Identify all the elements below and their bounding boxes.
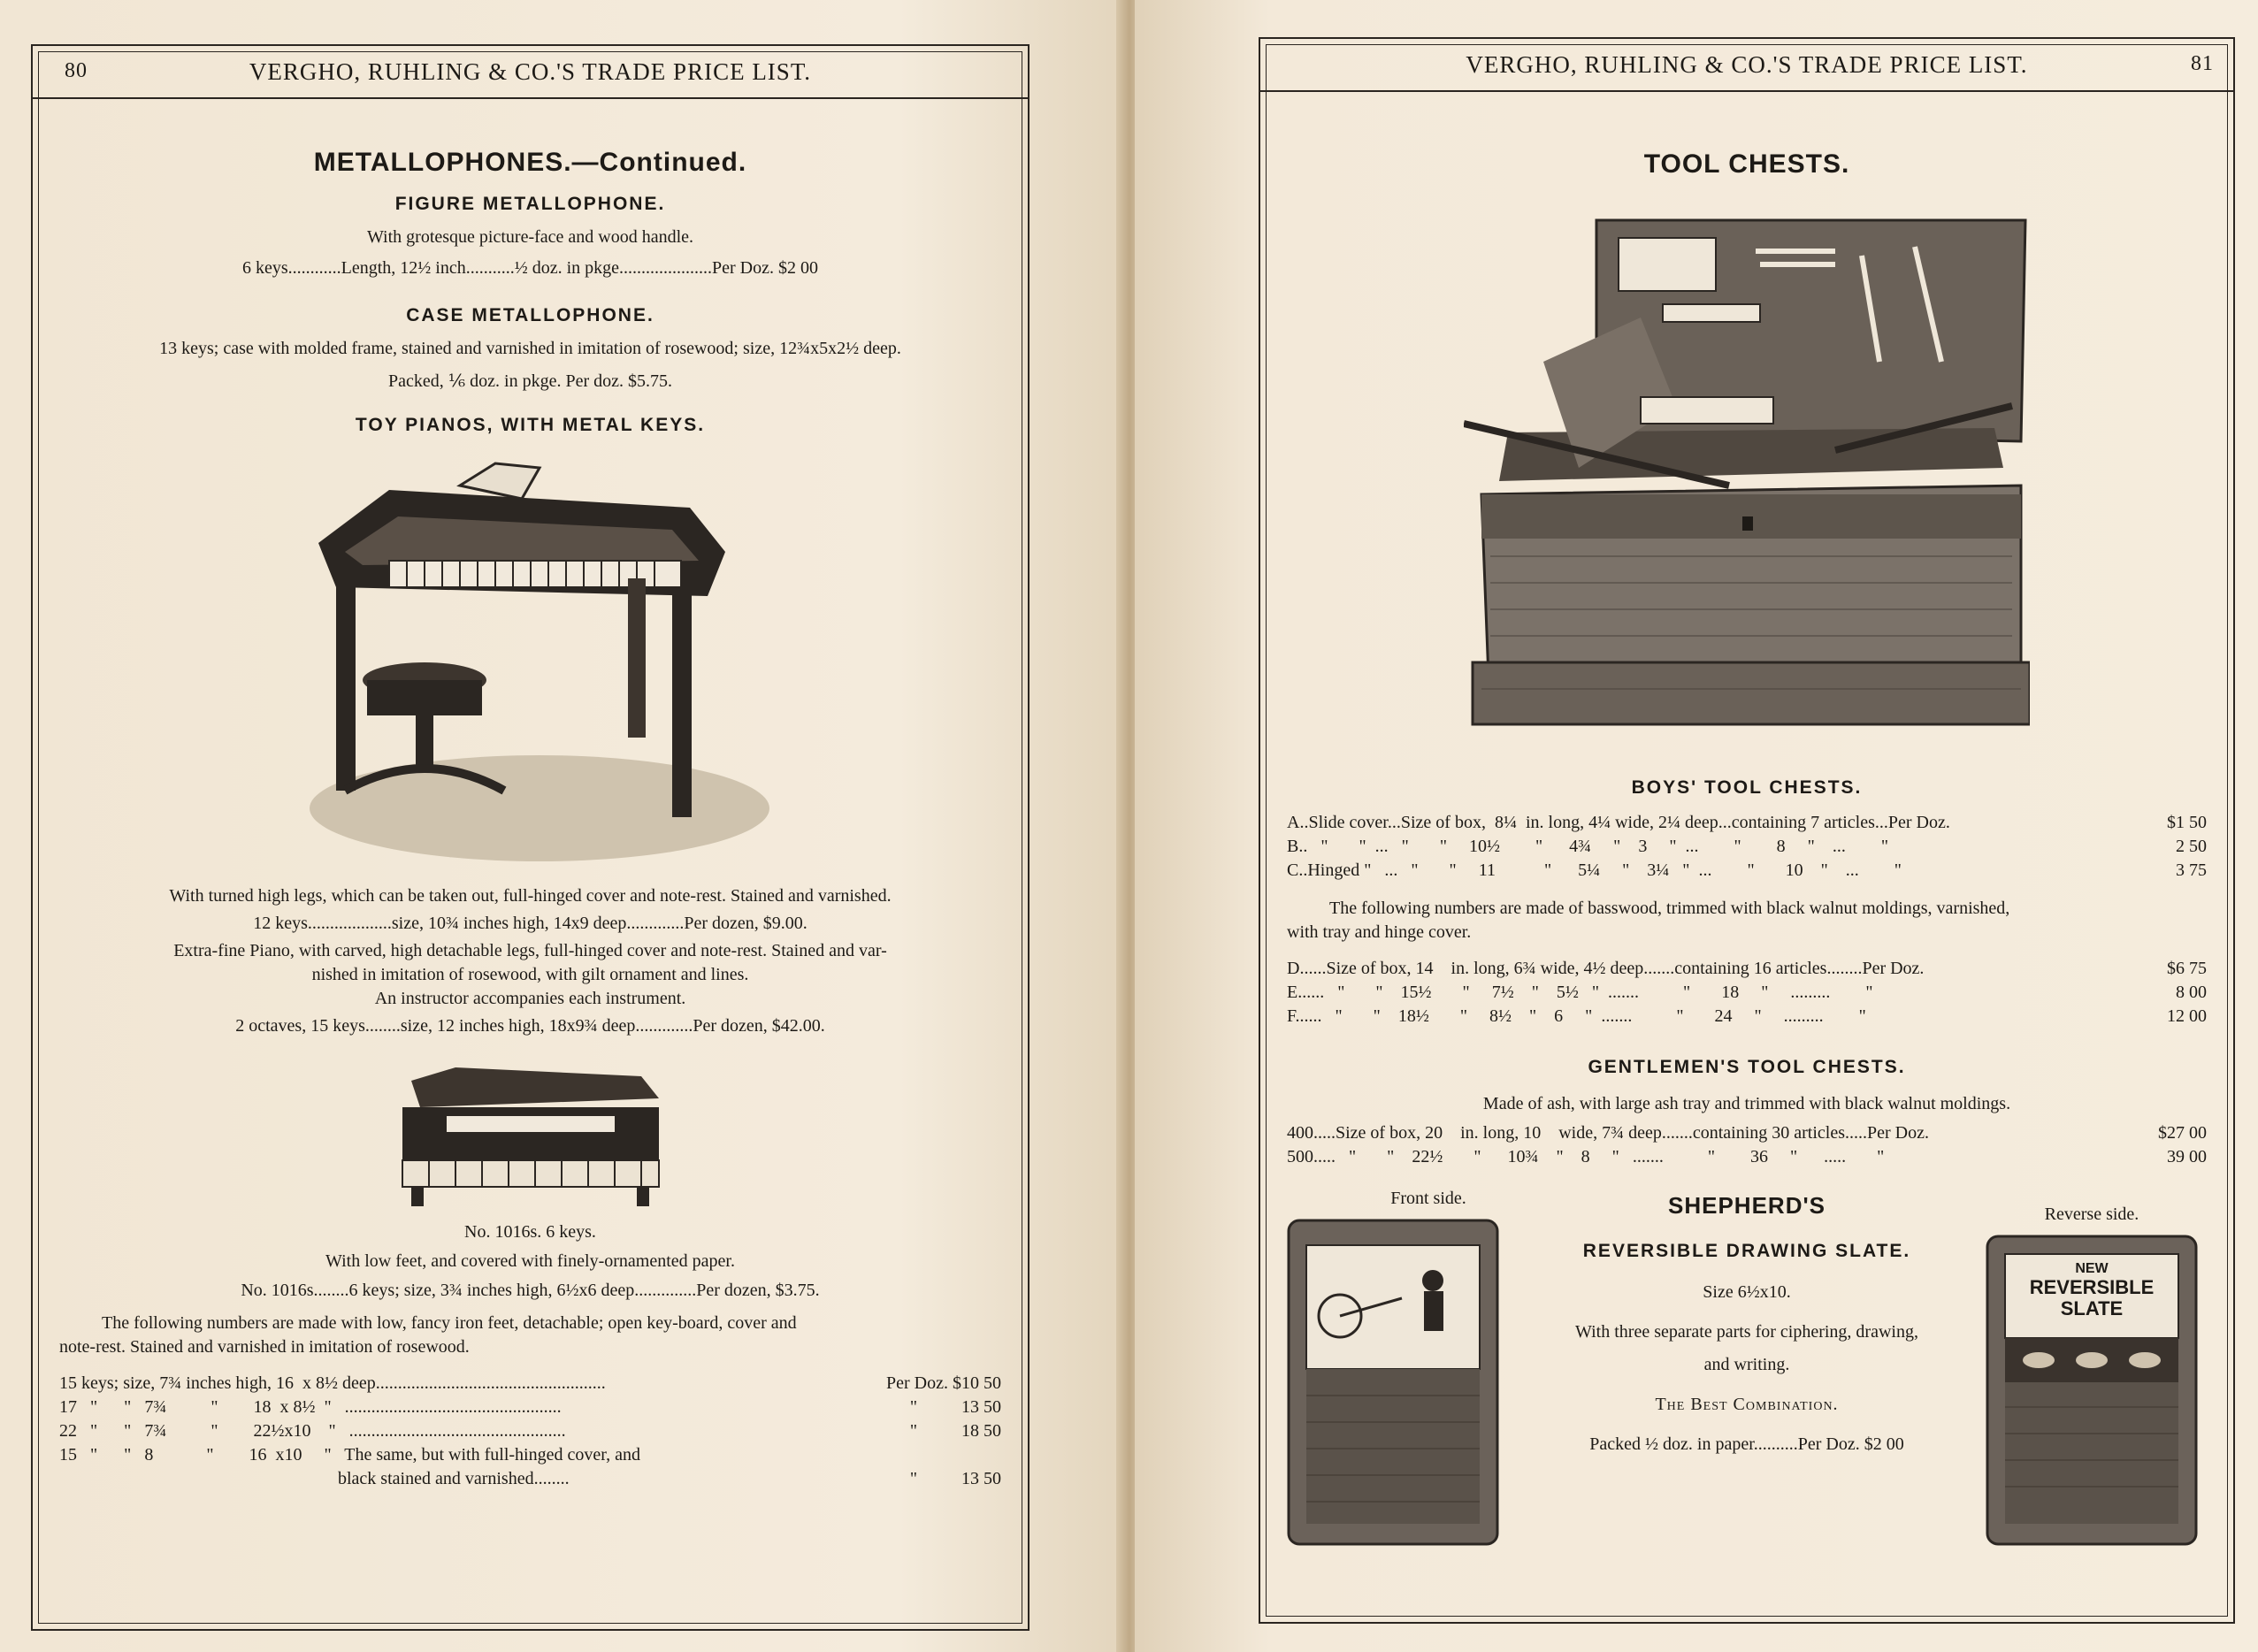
slate-price: Packed ½ doz. in paper..........Per Doz. $2 00 <box>1589 1434 1904 1454</box>
right-content <box>1287 147 2207 1604</box>
slate-section <box>1287 1187 2207 1558</box>
left-content <box>59 145 1001 1611</box>
toy-piano-price-1: 12 keys...................size, 10¾ inches high, 14x9 deep.............Per dozen, $9.00. <box>253 913 808 933</box>
front-slate-illustration <box>1287 1219 1499 1546</box>
table-row: F...... " " 18½ " 8½ " 6 " ....... " 24 " ......... " 12 00 <box>1287 1006 2207 1026</box>
figure-metallophone-desc: With grotesque picture-face and wood handle. <box>366 226 694 247</box>
tool-chests-title: TOOL CHESTS. <box>1643 149 1850 179</box>
reverse-slate-illustration <box>1986 1235 2198 1546</box>
slate-description <box>1526 1190 1968 1456</box>
iron-feet-desc-a: The following numbers are made with low, fancy iron feet, detachable; open key-board, cover and <box>102 1312 797 1333</box>
figure-metallophone-title: FIGURE METALLOPHONE. <box>394 193 666 214</box>
left-header-title: VERGHO, RUHLING & CO.'S TRADE PRICE LIST. <box>249 58 812 85</box>
right-page-number: 81 <box>2191 52 2214 75</box>
iron-feet-desc-b: note-rest. Stained and varnished in imitation of rosewood. <box>59 1336 470 1357</box>
small-piano-illustration <box>385 1063 677 1213</box>
left-page-frame <box>31 44 1029 1631</box>
boys-tool-chests-table <box>1287 811 2207 883</box>
toy-piano-desc-2c: An instructor accompanies each instrument. <box>374 988 686 1008</box>
slate-desc-2: and writing. <box>1703 1354 1790 1374</box>
basswood-desc: The following numbers are made of basswood, trimmed with black walnut moldings, varnished, <box>1329 898 2010 918</box>
left-page <box>0 0 1123 1652</box>
case-metallophone-packed: Packed, ⅙ doz. in pkge. Per doz. $5.75. <box>388 371 672 392</box>
right-header-title: VERGHO, RUHLING & CO.'S TRADE PRICE LIST. <box>1466 51 2028 78</box>
slate-desc: With three separate parts for ciphering, drawing, <box>1575 1321 1918 1342</box>
figure-metallophone-price: 6 keys............Length, 12½ inch...........½ doz. in pkge.....................Per Doz. $2 00 <box>241 257 819 278</box>
basswood-desc-2: with tray and hinge cover. <box>1287 922 1472 942</box>
gentlemens-table <box>1287 1121 2207 1169</box>
toy-piano-price-2: 2 octaves, 15 keys........size, 12 inches high, 18x9¾ deep.............Per dozen, $42.00. <box>235 1015 825 1036</box>
small-piano-price: No. 1016s........6 keys; size, 3¾ inches high, 6½x6 deep..............Per dozen, $3.75. <box>241 1280 820 1300</box>
table-row: 22 " " 7¾ " 22½x10 " ................................................. " 18 50 <box>59 1420 1001 1441</box>
table-row: 15 keys; size, 7¾ inches high, 16 x 8½ deep.................................................... Per Doz. $10 50 <box>59 1373 1001 1393</box>
metallophones-title: METALLOPHONES.—Continued. <box>313 148 747 177</box>
slate-best: The Best Combination. <box>1655 1394 1839 1414</box>
gentlemens-desc: Made of ash, with large ash tray and trimmed with black walnut moldings. <box>1482 1094 2011 1114</box>
toy-piano-illustration <box>283 455 778 879</box>
basswood-table <box>1287 957 2207 1029</box>
iron-feet-table <box>59 1372 1001 1491</box>
right-page <box>1135 0 2258 1652</box>
slate-size: Size 6½x10. <box>1703 1281 1791 1302</box>
left-page-number: 80 <box>65 59 88 82</box>
gentlemens-tool-chests-title: GENTLEMEN'S TOOL CHESTS. <box>1588 1056 1906 1077</box>
small-piano-caption: No. 1016s. 6 keys. <box>464 1221 596 1242</box>
shepherds-title: SHEPHERD'S <box>1668 1192 1826 1220</box>
toy-piano-desc-2: Extra-fine Piano, with carved, high detachable legs, full-hinged cover and note-rest. Stained and var- <box>173 940 887 960</box>
table-row: black stained and varnished........ " 13 50 <box>59 1468 1001 1488</box>
table-row: 17 " " 7¾ " 18 x 8½ " ................................................. " 13 50 <box>59 1396 1001 1417</box>
table-row: 500..... " " 22½ " 10¾ " 8 " ....... " 36 " ..... " 39 00 <box>1287 1147 2207 1167</box>
table-row: 15 " " 8 " 16 x10 " The same, but with full-hinged cover, and <box>59 1444 640 1465</box>
right-header <box>1260 39 2233 92</box>
tool-chest-illustration <box>1464 203 2030 742</box>
case-metallophone-desc: 13 keys; case with molded frame, stained and varnished in imitation of rosewood; size, 12¾x5x2½ deep. <box>159 339 901 359</box>
case-metallophone-title: CASE METALLOPHONE. <box>406 304 654 325</box>
table-row: C..Hinged " ... " " 11 " 5¼ " 3¼ " ... " 10 " ... " 3 75 <box>1287 860 2207 880</box>
slate-subtitle: REVERSIBLE DRAWING SLATE. <box>1582 1241 1911 1262</box>
reverse-side-label: Reverse side. <box>2044 1205 2139 1225</box>
front-side-label: Front side. <box>1390 1189 1466 1209</box>
toy-piano-desc-2b: nished in imitation of rosewood, with gilt ornament and lines. <box>311 964 749 984</box>
left-header <box>33 46 1028 99</box>
right-page-frame <box>1259 37 2235 1624</box>
boys-tool-chests-title: BOYS' TOOL CHESTS. <box>1631 776 1863 798</box>
table-row: D......Size of box, 14 in. long, 6¾ wide, 4½ deep.......containing 16 articles........Per Doz. $6 75 <box>1287 958 2207 978</box>
table-row: E...... " " 15½ " 7½ " 5½ " ....... " 18 " ......... " 8 00 <box>1287 982 2207 1002</box>
slate-logo-text: NEW REVERSIBLE SLATE <box>2029 1261 2155 1319</box>
toy-pianos-title: TOY PIANOS, WITH METAL KEYS. <box>355 415 706 436</box>
small-piano-desc: With low feet, and covered with finely-ornamented paper. <box>325 1250 735 1271</box>
table-row: A..Slide cover...Size of box, 8¼ in. long, 4¼ wide, 2¼ deep...containing 7 articles...Per Doz. $1 50 <box>1287 812 2207 832</box>
toy-piano-desc-1: With turned high legs, which can be taken out, full-hinged cover and note-rest. Stained and varnished. <box>169 885 892 906</box>
table-row: B.. " " ... " " 10½ " 4¾ " 3 " ... " 8 " ... " 2 50 <box>1287 836 2207 856</box>
table-row: 400.....Size of box, 20 in. long, 10 wide, 7¾ deep.......containing 30 articles.....Per Doz. $27 00 <box>1287 1123 2207 1143</box>
